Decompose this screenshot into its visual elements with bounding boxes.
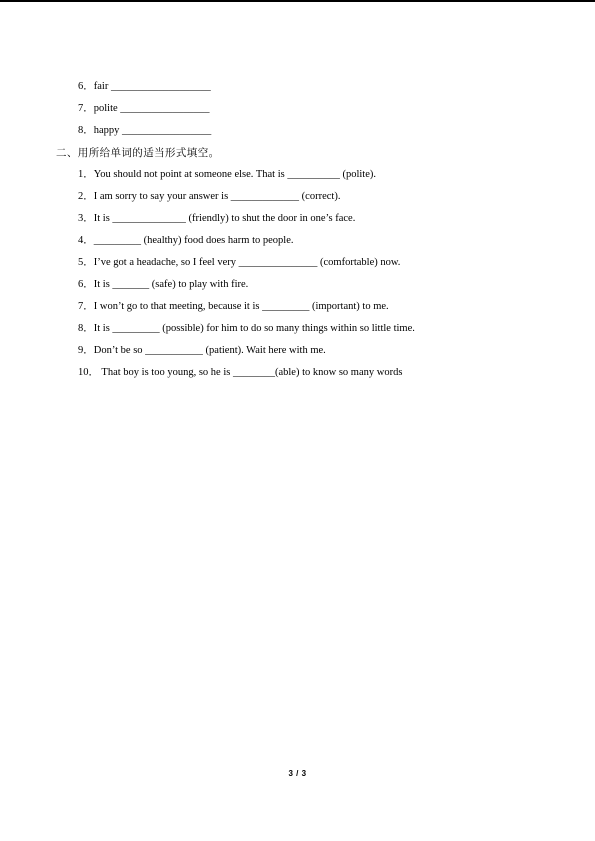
item-number: 8． (78, 125, 94, 136)
item-text: I am sorry to say your answer is _____________ (correct). (93, 191, 341, 202)
item-text: I’ve got a headache, so I feel very _______________ (comfortable) now. (93, 257, 401, 268)
item-number: 2． (78, 191, 94, 202)
list-item (78, 190, 340, 204)
section-heading: 二、用所给单词的适当形式填空。 (56, 147, 220, 159)
item-number: 7． (78, 301, 94, 312)
item-text: It is ______________ (friendly) to shut the door in one’s face. (93, 213, 356, 224)
list-item (78, 80, 211, 94)
list-item (78, 366, 402, 380)
item-number: 7． (78, 103, 94, 114)
item-number: 3． (78, 213, 94, 224)
page-number: 3 / 3 (288, 769, 307, 778)
list-item (78, 278, 248, 292)
list-item (78, 300, 389, 314)
item-text: That boy is too young, so he is ________(able) to know so many words (99, 367, 403, 378)
item-text: polite _________________ (93, 103, 210, 114)
list-item (78, 102, 210, 116)
item-text: _________ (healthy) food does harm to people. (93, 235, 294, 246)
list-item (78, 234, 294, 248)
list-item (78, 322, 415, 336)
item-text: It is _______ (safe) to play with fire. (93, 279, 249, 290)
item-text: fair ___________________ (93, 81, 211, 92)
top-border-line (0, 0, 595, 2)
item-number: 8． (78, 323, 94, 334)
item-text: It is _________ (possible) for him to do so many things within so little time. (93, 323, 415, 334)
item-number: 4． (78, 235, 94, 246)
item-text: I won’t go to that meeting, because it is _________ (important) to me. (93, 301, 389, 312)
item-text: Don’t be so ___________ (patient). Wait here with me. (93, 345, 326, 356)
list-item (78, 124, 211, 138)
item-number: 10． (78, 367, 99, 378)
item-number: 5． (78, 257, 94, 268)
item-text: happy _________________ (93, 125, 212, 136)
list-item (78, 344, 326, 358)
item-text: You should not point at someone else. That is __________ (polite). (93, 169, 376, 180)
list-item (78, 212, 355, 226)
item-number: 1． (78, 169, 94, 180)
list-item (78, 256, 400, 270)
item-number: 9． (78, 345, 94, 356)
item-number: 6． (78, 81, 94, 92)
list-item (78, 168, 376, 182)
item-number: 6． (78, 279, 94, 290)
